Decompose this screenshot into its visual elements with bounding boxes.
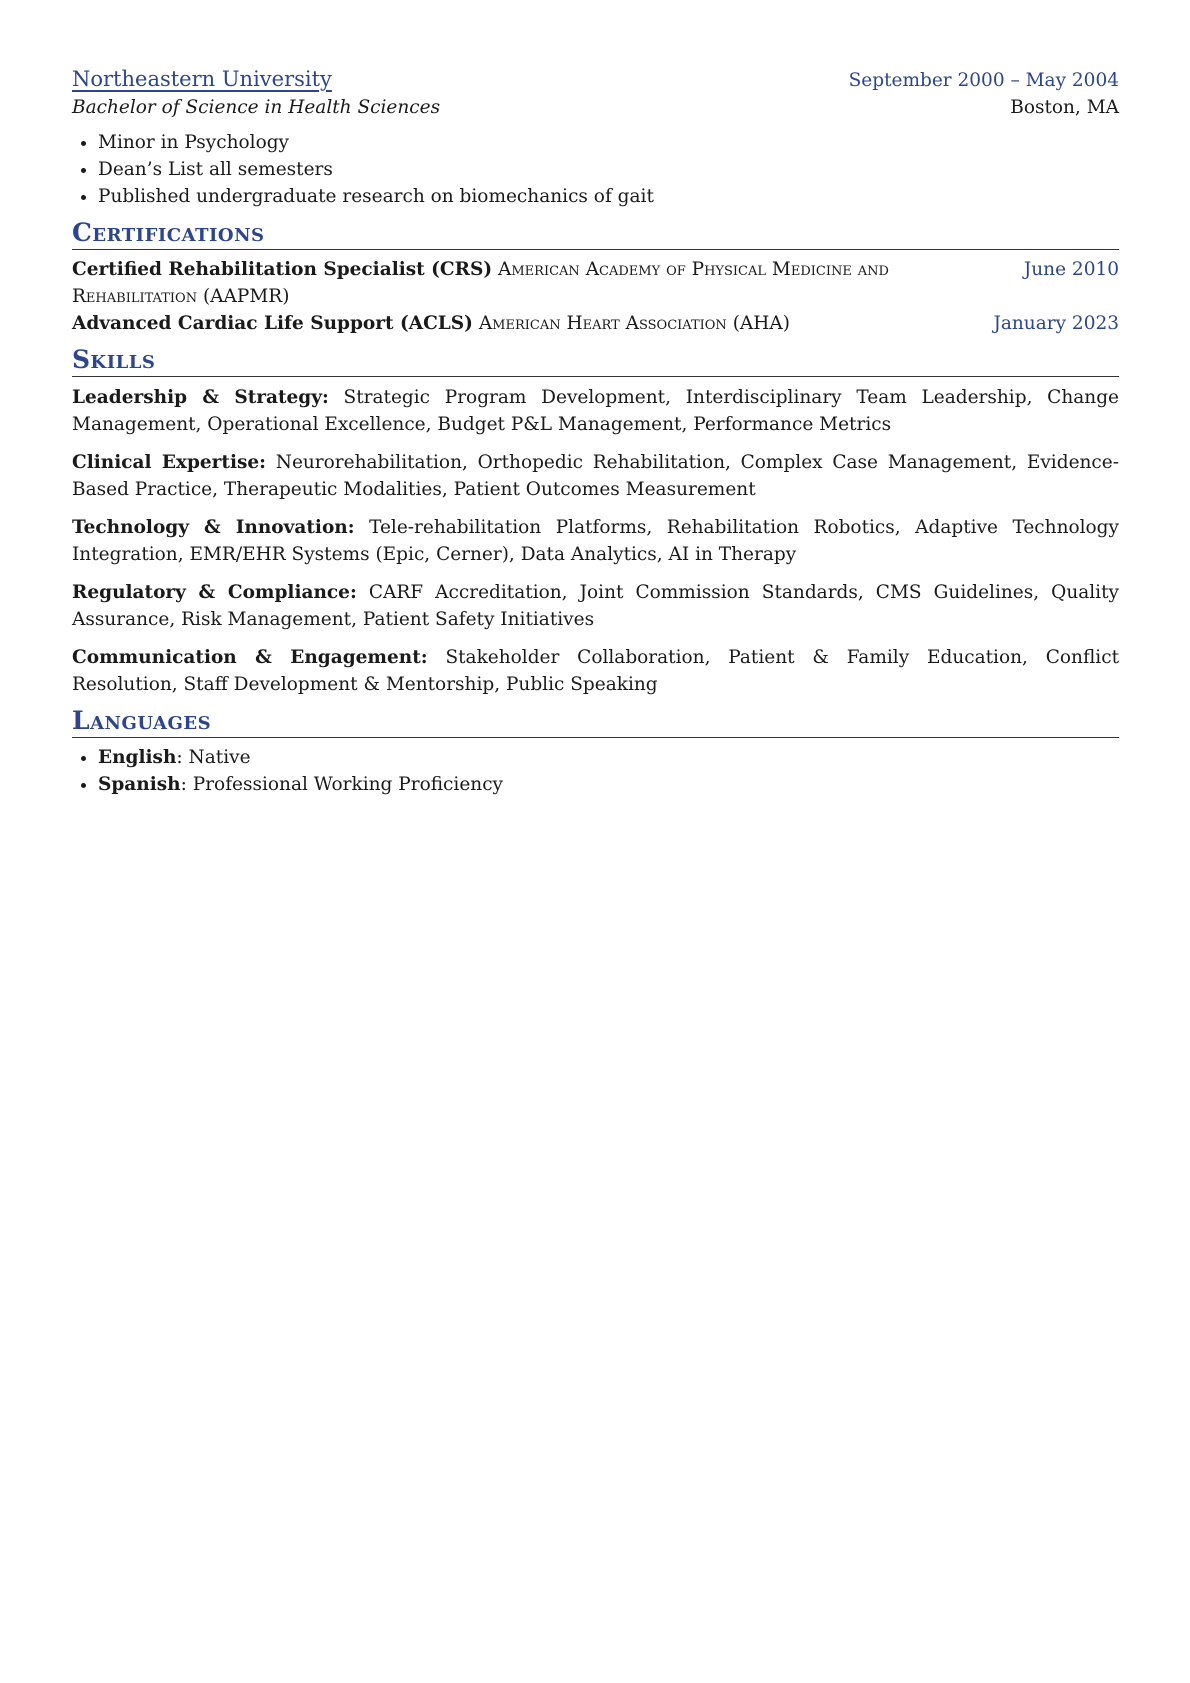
education-dates: September 2000 – May 2004 xyxy=(848,70,1119,91)
list-item: • Published undergraduate research on biomechanics of gait xyxy=(98,183,1119,210)
certification-date: June 2010 xyxy=(1023,259,1119,280)
resume-content xyxy=(72,66,1119,798)
skill-group xyxy=(72,644,1119,698)
education-bullets xyxy=(72,129,1119,210)
skill-list: Stakeholder Collaboration, Patient & Family Education, Conflict Resolution, Staff Development & Mentorship, Public Speaking xyxy=(72,647,1119,695)
language-level: Professional Working Proficiency xyxy=(192,774,504,795)
education-header-row xyxy=(72,66,1119,94)
education-subheader-row xyxy=(72,94,1119,121)
skill-group xyxy=(72,514,1119,568)
certification-org: American Academy of Physical Medicine and Rehabilitation (AAPMR) xyxy=(72,259,889,307)
skill-category: Leadership & Strategy: xyxy=(72,387,329,408)
skill-group xyxy=(72,449,1119,503)
certification-entry xyxy=(72,310,1119,337)
list-item: • Dean’s List all semesters xyxy=(98,156,1119,183)
certification-entry xyxy=(72,256,1119,310)
certification-text xyxy=(72,310,993,337)
skill-group xyxy=(72,384,1119,438)
skill-category: Technology & Innovation: xyxy=(72,517,355,538)
languages-heading: Languages xyxy=(72,706,1119,738)
degree-title: Bachelor of Science in Health Sciences xyxy=(72,97,441,118)
skills-heading: Skills xyxy=(72,345,1119,377)
language-level: Native xyxy=(188,747,251,768)
education-entry xyxy=(72,66,1119,210)
certification-org: American Heart Association (AHA) xyxy=(478,313,790,334)
school-name-link[interactable]: Northeastern University xyxy=(72,67,332,91)
languages-list xyxy=(72,744,1119,798)
skill-list: Tele-rehabilitation Platforms, Rehabilitation Robotics, Adaptive Technology Integration, EMR/EHR Systems (Epic, Cerner), Data Analytics, AI in Therapy xyxy=(72,517,1119,565)
skill-group xyxy=(72,579,1119,633)
list-item: • English: Native xyxy=(98,744,1119,771)
skill-category: Clinical Expertise: xyxy=(72,452,267,473)
skill-list: Neurorehabilitation, Orthopedic Rehabilitation, Complex Case Management, Evidence-Based Practice, Therapeutic Modalities, Patient Outcomes Measurement xyxy=(72,452,1119,500)
certification-text xyxy=(72,256,1024,310)
certification-date: January 2023 xyxy=(993,313,1119,334)
skill-category: Regulatory & Compliance: xyxy=(72,582,357,603)
language-name: English xyxy=(98,747,177,768)
certification-name: Certified Rehabilitation Specialist (CRS) xyxy=(72,259,493,280)
education-location: Boston, MA xyxy=(1010,97,1119,118)
skill-category: Communication & Engagement: xyxy=(72,647,428,668)
language-name: Spanish xyxy=(98,774,181,795)
list-item: • Minor in Psychology xyxy=(98,129,1119,156)
certification-name: Advanced Cardiac Life Support (ACLS) xyxy=(72,313,473,334)
skill-list: CARF Accreditation, Joint Commission Standards, CMS Guidelines, Quality Assurance, Risk Management, Patient Safety Initiatives xyxy=(72,582,1119,630)
certifications-heading: Certifications xyxy=(72,218,1119,250)
list-item: • Spanish: Professional Working Proficiency xyxy=(98,771,1119,798)
skill-list: Strategic Program Development, Interdisciplinary Team Leadership, Change Management, Operational Excellence, Budget P&L Management, Performance Metrics xyxy=(72,387,1119,435)
